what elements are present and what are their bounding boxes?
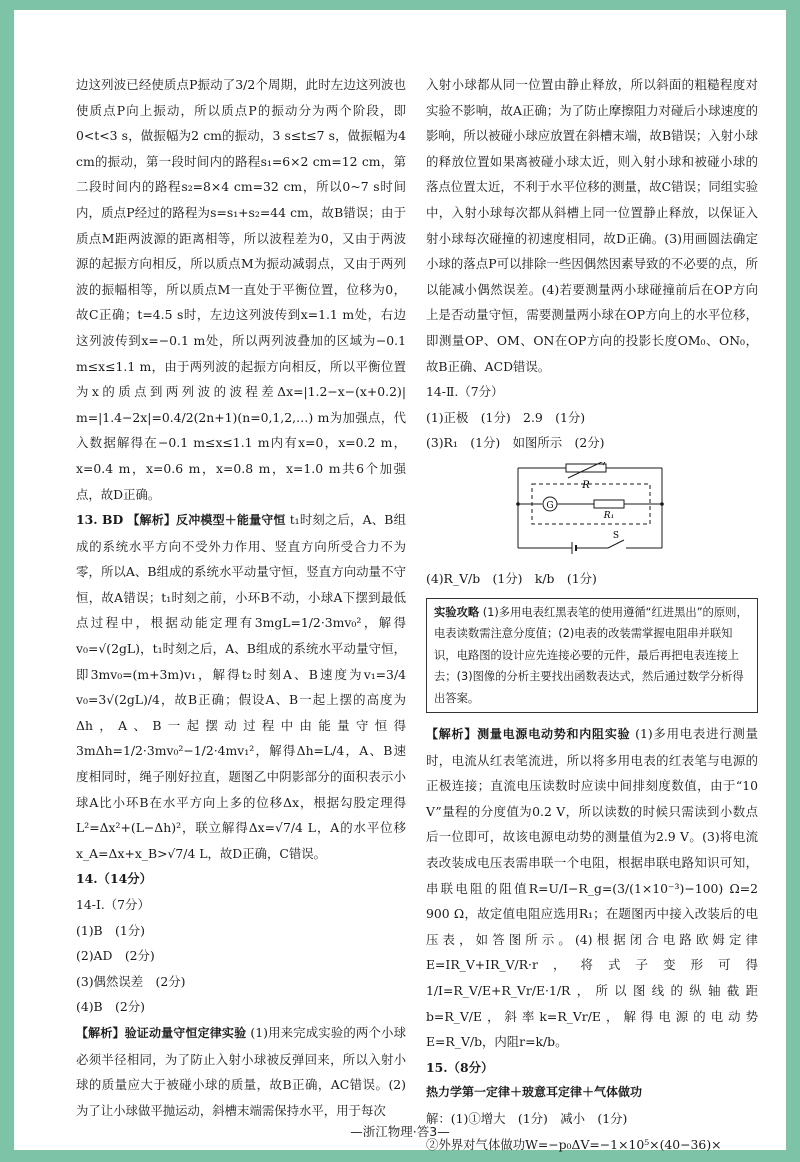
experiment-tips-text: (1)多用电表红黑表笔的使用遵循“红进黑出”的原则，电表读数需注意分度值；(2)电表的改装需掌握电阻串并联知识，电路图的设计应先连接必要的元件，最后再把电表连接上去；(3)图像的分析主要找出函数表达式，然后通过数学分析得出答案。 — [434, 605, 748, 705]
q14-part1-explanation-block — [76, 1020, 406, 1123]
q13-number: 13. BD — [76, 512, 124, 528]
q13-tag: 【解析】反冲模型＋能量守恒 — [127, 513, 286, 528]
q14-part2-answer-4: (4)R_V/b (1分) k/b (1分) — [426, 570, 597, 586]
q14-part2-tag: 【解析】测量电源电动势和内阻实验 — [426, 727, 631, 741]
q15-tag: 热力学第一定律＋玻意耳定律＋气体做功 — [426, 1085, 643, 1100]
q12-continuation: 边这列波已经使质点P振动了3/2个周期，此时左边这列波也使质点P向上振动，所以质点P的振动分为两个阶段，即0<t<3 s，做振幅为2 cm的振动，3 s≤t≤7 s，做振幅为4 cm的振动，第一段时间内的路程s₁=6×2 cm=12 cm，第二段时间内的路程s₂=8×4 cm=32 cm，所以0~7 s时间内，质点P经过的路程为s=s₁+s₂=44 cm，故B错误；由于质点M距两波源的距离相等，所以波程差为0，又由于两波源的起振方向相反，所以质点M为振动减弱点，又由于两列波的振幅相等，所以质点M一直处于平衡位置，位移为0，故C正确；t=4.5 s时，左边这列波传到x=1.1 m处，右边这列波传到x=−0.1 m处，所以两列波叠加的区域为−0.1 m≤x≤1.1 m，由于两列波的起振方向相反，所以平衡位置为x的质点到两列波的波程差Δx=|1.2−x−(x+0.2)| m=|1.4−2x|=0.4/2(2n+1)(n=0,1,2,…) m为加强点，代入数据解得在−0.1 m≤x≤1.1 m内有x=0，x=0.2 m，x=0.4 m，x=0.6 m，x=0.8 m，x=1.0 m共6个加强点，故D正确。 — [76, 77, 406, 502]
q15-number: 15.（8分） — [426, 1059, 494, 1075]
circuit-diagram — [512, 462, 668, 558]
q14-part1-explanation: (1)用来完成实验的两个小球必须半径相同，为了防止入射小球被反弹回来，所以入射小球的质量应大于被碰小球的质量，故B正确，AC错误。(2)为了让小球做平抛运动，斜槽末端需保持水平，用于每次 — [76, 1024, 406, 1118]
q13-block — [76, 507, 406, 866]
q14-part2-explanation: (1)多用电表进行测量时，电流从红表笔流进，所以将多用电表的红表笔与电源的正极连接；直流电压读数时应读中间排刻度数值，由于“10 V”量程的分度值为0.2 V，所以读数的时候只需读到小数点后一位即可，故该电源电动势的测量值为2.9 V。(3)将电流表改装成电压表需串联一个电阻，根据串联电路知识可知，串联电阻的阻值R=U/I−R_g=(3/(1×10⁻³)−100) Ω=2 900 Ω，故定值电阻应选用R₁；在题图丙中接入改装后的电压表，如答图所示。(4)根据闭合电路欧姆定律E=IR_V+IR_V/R·r，将式子变形可得1/I=R_V/E+R_Vr/E·1/R，所以图线的纵轴截距b=R_V/E，斜率k=R_Vr/E，解得电源的电动势E=R_V/b，内阻r=k/b。 — [426, 726, 758, 1050]
right-column — [426, 72, 758, 1157]
left-column — [76, 72, 406, 1123]
circuit-label-r: R — [582, 479, 590, 491]
q15-answer-2: ②外界对气体做功W=−p₀ΔV=−1×10⁵×(40−36)× — [426, 1136, 722, 1152]
q14-part1-answer-2: (2)AD (2分) — [76, 948, 155, 964]
q14-part1-tag: 【解析】验证动量守恒定律实验 — [76, 1025, 247, 1040]
q14-part2-answer-3: (3)R₁ (1分) 如图所示 (2分) — [426, 435, 605, 451]
circuit-label-s: S — [612, 530, 620, 541]
q14-part2-explanation-block — [426, 721, 758, 1055]
experiment-tips-box — [426, 598, 758, 714]
q15-answer-1: 解：(1)①增大 (1分) 减小 (1分) — [426, 1110, 628, 1126]
circuit-label-r1: R₁ — [603, 510, 615, 521]
q14-part1-answer-4: (4)B (2分) — [76, 999, 145, 1015]
experiment-tips-title: 实验攻略 — [434, 605, 480, 619]
q14-part1-answer-1: (1)B (1分) — [76, 922, 145, 938]
page-footer: —浙江物理·答3— — [350, 1124, 450, 1139]
q13-explanation: t₁时刻之后，A、B组成的系统水平方向不受外力作用、竖直方向所受合力不为零，所以A、B组成的系统水平动量守恒，竖直方向动量不守恒，故A错误；t₁时刻之前，小环B不动，小球A下摆到最低点过程中，根据动能定理有3mgL=1/2·3mv₀²，解得v₀=√(2gL)，t₁时刻之后，A、B组成的系统水平动量守恒，即3mv₀=(m+3m)v₁，解得t₂时刻A、B速度为v₁=3/4 v₀=3√(2gL)/4，故B正确；假设A、B一起上摆的高度为Δh，A、B一起摆动过程中由能量守恒得3mΔh=1/2·3mv₀²−1/2·4mv₁²，解得Δh=L/4，A、B速度相同时，绳子刚好拉直，题图乙中阴影部分的面积表示小球A比小环B在水平方向上多的位移Δx，根据勾股定理得L²=Δx²+(L−Δh)²，联立解得Δx=√7/4 L，A的水平位移x_A=Δx+x_B>√7/4 L，故D正确，C错误。 — [76, 512, 406, 861]
circuit-label-g: G — [546, 500, 554, 511]
answer-page — [14, 10, 786, 1150]
q14-number: 14.（14分） — [76, 871, 152, 887]
q14-part1-answer-3: (3)偶然误差 (2分) — [76, 973, 186, 989]
q14-part2-heading: 14-Ⅱ.（7分） — [426, 384, 504, 400]
q14-part1-explanation-continued: 入射小球都从同一位置由静止释放，所以斜面的粗糙程度对实验不影响，故A正确；为了防止摩擦阻力对碰后小球速度的影响，所以被碰小球应放置在斜槽末端，故B错误；入射小球的释放位置如果离被碰小球太近，则入射小球和被碰小球的落点位置太近，不利于水平位移的测量，故C错误；同组实验中，入射小球每次都从斜槽上同一位置静止释放，以保证入射小球每次碰撞的初速度相同，故D正确。(3)用画圆法确定小球的落点P可以排除一些因偶然因素导致的不必要的点，所以能减小偶然误差。(4)若要测量两小球碰撞前后在OP方向上是否动量守恒，需要测量两小球在OP方向上的水平位移，即测量OP、OM、ON在OP方向的投影长度OM₀、ON₀，故B正确、ACD错误。 — [426, 77, 758, 374]
q14-part1-heading: 14-Ⅰ.（7分） — [76, 897, 150, 912]
q14-part2-answer-1: (1)正极 (1分) 2.9 (1分) — [426, 409, 586, 425]
